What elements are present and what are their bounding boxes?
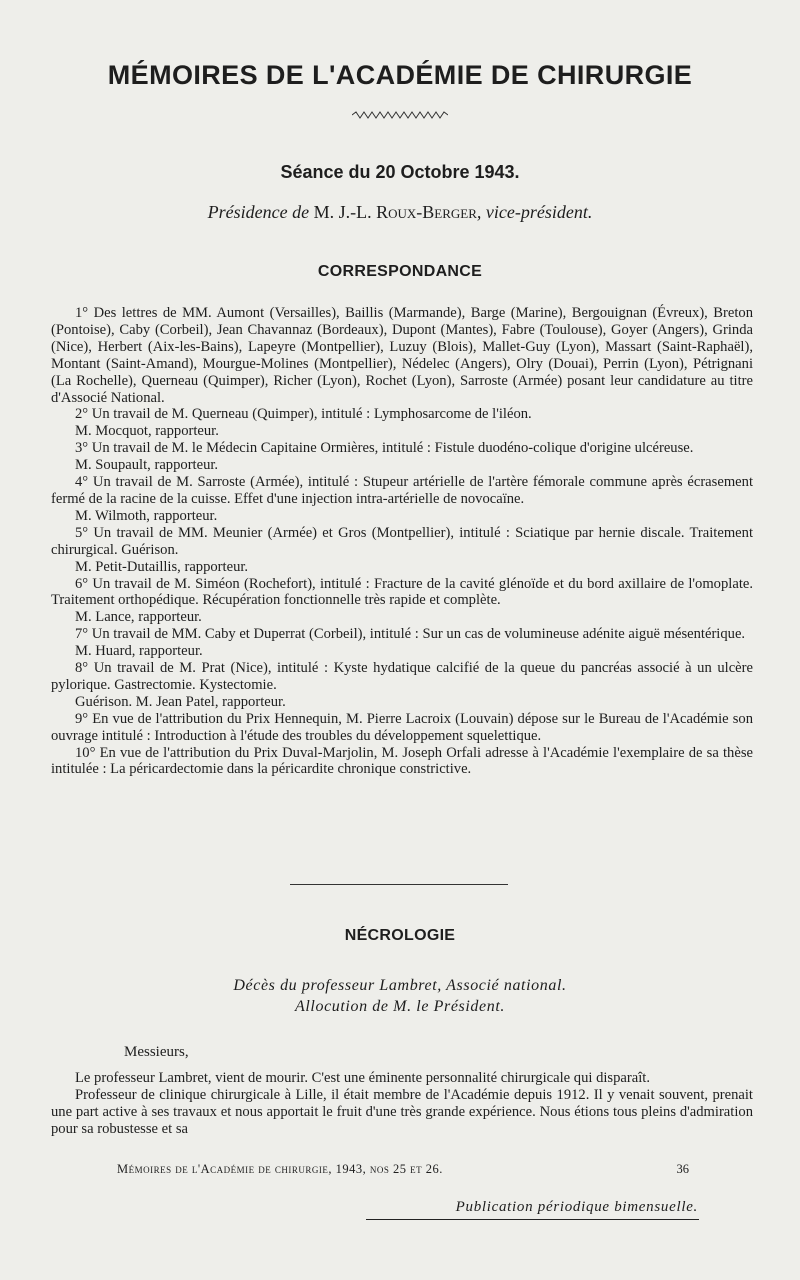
section-divider (290, 884, 508, 885)
necrology-heading: NÉCROLOGIE (344, 927, 456, 944)
session-title: Séance du 20 Octobre 1943. (280, 162, 520, 182)
correspondence-item: 3° Un travail de M. le Médecin Capitaine Ormières, intitulé : Fistule duodéno-colique d'origine ulcéreuse. (75, 440, 694, 457)
correspondence-item: 10° En vue de l'attribution du Prix Duval-Marjolin, M. Joseph Orfali adresse à l'Académie l'exemplaire de sa thèse intitulée : La péricardectomie dans la péricardite chronique constrictive. (51, 744, 753, 778)
obituary-text (51, 1070, 753, 1138)
rapporteur-line: Guérison. M. Jean Patel, rapporteur. (75, 693, 286, 710)
presidency-prefix: Présidence de (207, 202, 310, 222)
correspondence-list (51, 305, 753, 778)
obituary-subtitle-line: Allocution de M. le Président. (295, 998, 505, 1015)
rapporteur-line: M. Wilmoth, rapporteur. (75, 507, 218, 524)
page-footer (117, 1162, 689, 1177)
correspondence-item: 4° Un travail de M. Sarroste (Armée), intitulé : Stupeur artérielle de l'artère fémorale commune après écrasement fermé de la racine de la cuisse. Effet d'une injection intra-artérielle de novocaïne. (51, 474, 753, 507)
publication-underline (366, 1219, 699, 1220)
presidency-name-prefix: M. J.-L. (313, 202, 372, 222)
correspondence-item: 7° Un travail de MM. Caby et Duperrat (Corbeil), intitulé : Sur un cas de volumineuse adénite aiguë mésentérique. (75, 626, 746, 643)
rapporteur-line: M. Huard, rapporteur. (75, 643, 203, 660)
obituary-title-line: Décès du professeur Lambret, Associé national. (233, 977, 567, 994)
rapporteur-line: M. Lance, rapporteur. (75, 609, 202, 626)
obituary-paragraph: Le professeur Lambret, vient de mourir. C'est une éminente personnalité chirurgicale qui disparaît. (75, 1070, 650, 1086)
correspondence-heading: CORRESPONDANCE (317, 263, 483, 280)
publication-note: Publication périodique bimensuelle. (455, 1199, 698, 1215)
title-ornament (352, 110, 448, 120)
page-number: 36 (676, 1162, 689, 1176)
presidency-line (0, 202, 800, 223)
rapporteur-line: M. Petit-Dutaillis, rapporteur. (75, 558, 249, 575)
salutation: Messieurs, (124, 1044, 189, 1060)
rapporteur-line: M. Mocquot, rapporteur. (75, 423, 219, 440)
obituary-paragraph: Professeur de clinique chirurgicale à Lille, il était membre de l'Académie depuis 1912. Il y venait souvent, prenait une part active à ses travaux et nous apportait le fruit d'une très grande expérience. Nous étions tous pleins d'admiration pour sa robustesse et sa (51, 1086, 753, 1137)
presidency-role: , vice-président. (476, 202, 593, 222)
correspondence-item: 1° Des lettres de MM. Aumont (Versailles), Baillis (Marmande), Barge (Marine), Bergouignan (Évreux), Breton (Pontoise), Caby (Corbeil), Jean Chavannaz (Bordeaux), Dupont (Mantes), Fabre (Toulouse), Goyer (Angers), Grinda (Nice), Herbert (Aix-les-Bains), Lapeyre (Montpellier), Luzuy (Blois), Mallet-Guy (Lyon), Massart (Saint-Raphaël), Montant (Saint-Amand), Mourgue-Molines (Montpellier), Nédelec (Angers), Olry (Douai), Perrin (Lyon), Pétrignani (La Rochelle), Querneau (Quimper), Richer (Lyon), Rochet (Lyon), Sarroste (Armée) posant leur candidature au titre d'Associé National. (51, 305, 753, 406)
correspondence-item: 6° Un travail de M. Siméon (Rochefort), intitulé : Fracture de la cavité glénoïde et du bord axillaire de l'omoplate. Traitement orthopédique. Récupération fonctionnelle très rapide et complète. (51, 575, 753, 609)
obituary-title (0, 975, 800, 1017)
journal-title: MÉMOIRES DE L'ACADÉMIE DE CHIRURGIE (107, 60, 693, 90)
correspondence-item: 9° En vue de l'attribution du Prix Hennequin, M. Pierre Lacroix (Louvain) dépose sur le Bureau de l'Académie son ouvrage intitulé : Introduction à l'étude des troubles du développement squelettique. (51, 710, 753, 744)
rapporteur-line: M. Soupault, rapporteur. (75, 457, 219, 474)
presidency-name: Roux-Berger (376, 202, 477, 222)
footer-citation: Mémoires de l'Académie de chirurgie, 1943, nos 25 et 26. (117, 1162, 443, 1176)
correspondence-item: 8° Un travail de M. Prat (Nice), intitulé : Kyste hydatique calcifié de la queue du pancréas associé à un ulcère pylorique. Gastrectomie. Kystectomie. (51, 660, 753, 693)
correspondence-item: 2° Un travail de M. Querneau (Quimper), intitulé : Lymphosarcome de l'iléon. (75, 406, 532, 423)
correspondence-item: 5° Un travail de MM. Meunier (Armée) et Gros (Montpellier), intitulé : Sciatique par hernie discale. Traitement chirurgical. Guérison. (51, 524, 753, 558)
